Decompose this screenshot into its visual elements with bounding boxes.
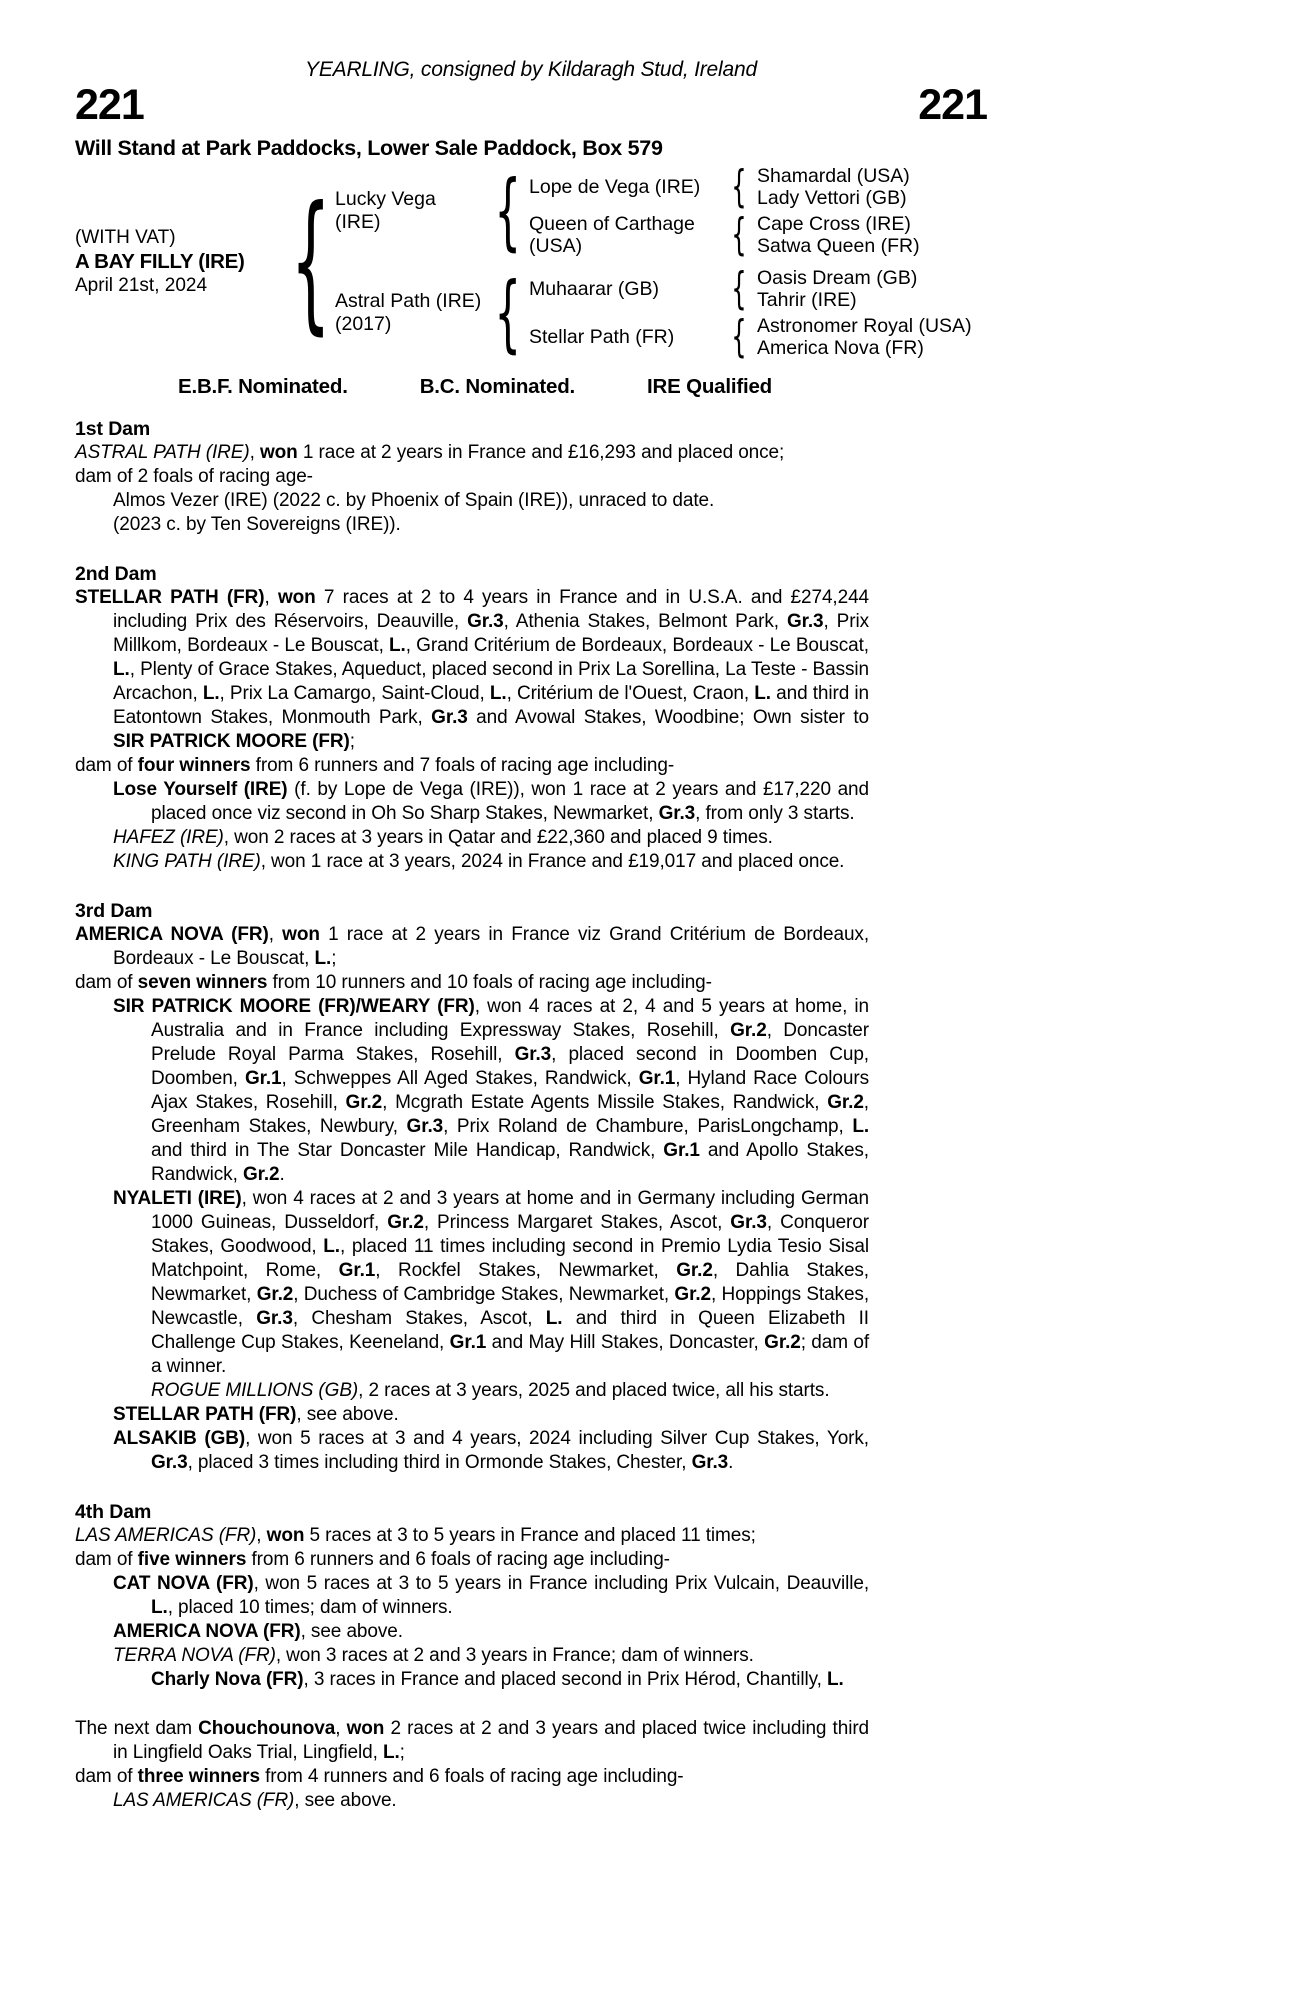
text-segment: dam of: [75, 972, 138, 993]
brace-icon: [487, 162, 529, 260]
grandparent-name: [529, 213, 721, 257]
text-segment: LAS AMERICAS (FR): [113, 1790, 295, 1811]
text-segment: 2 races at 2 and 3 years and placed twice including third in Lingfield Oaks Trial, Lingfield,: [113, 1718, 870, 1763]
text-segment: , see above.: [300, 1621, 403, 1642]
text-segment: 1 race at 2 years in France viz Grand Critérium de Bordeaux, Bordeaux - Le Bouscat,: [113, 924, 870, 969]
text-segment: , Hyland Race Colours Ajax Stakes, Rosehill,: [151, 1068, 869, 1113]
text-segment: ;: [349, 731, 355, 752]
brace-glyph: {: [731, 161, 747, 212]
text-segment: SIR PATRICK MOORE (FR): [113, 731, 350, 752]
pedigree-tree: [75, 161, 1005, 362]
text-segment: L.: [314, 948, 332, 969]
sire-name-line1: Lucky Vega: [335, 188, 436, 210]
text-segment: Gr.2: [827, 1092, 864, 1113]
text-segment: , Prix La Camargo, Saint-Cloud,: [219, 683, 490, 704]
text-segment: Gr.3: [514, 1044, 552, 1065]
subject-horse-name: A BAY FILLY (IRE): [75, 250, 245, 273]
text-segment: ,: [268, 924, 283, 945]
dam-heading: 3rd Dam: [75, 900, 153, 922]
text-segment: 1 race at 2 years in France and £16,293 and placed once;: [297, 442, 785, 463]
text-segment: AMERICA NOVA (FR): [75, 924, 269, 945]
brace-glyph: {: [494, 162, 522, 260]
great-grandparents: [757, 315, 972, 359]
text-segment: L.: [113, 659, 130, 680]
text-segment: STELLAR PATH (FR): [75, 587, 265, 608]
text-segment: from 6 runners and 7 foals of racing age including-: [250, 755, 675, 776]
great-grandparent-name: Tahrir (IRE): [757, 289, 857, 311]
text-segment: 7 races at 2 to 4 years in France and in U.S.A. and £274,244 including Prix des Réservoirs, Deauville,: [113, 587, 869, 632]
text-segment: won: [277, 587, 316, 608]
text-segment: L.: [323, 1236, 340, 1257]
catalogue-paragraph: [75, 513, 869, 537]
text-segment: 5 races at 3 to 5 years in France and placed 11 times;: [304, 1525, 756, 1546]
ire-qualified-label: IRE Qualified: [647, 375, 773, 398]
text-segment: Gr.1: [638, 1068, 676, 1089]
text-segment: , Athenia Stakes, Belmont Park,: [503, 611, 787, 632]
text-segment: seven winners: [137, 972, 268, 993]
text-segment: (2023 c. by Ten Sovereigns (IRE)).: [113, 514, 401, 535]
text-segment: , won 4 races at 2 and 3 years at home and in Germany including German 1000 Guineas, Dusseldorf,: [151, 1188, 869, 1233]
catalogue-paragraph: [75, 441, 869, 465]
great-grandparents: [757, 165, 910, 209]
text-segment: Gr.3: [151, 1452, 188, 1473]
catalogue-paragraph: [75, 923, 869, 971]
text-segment: TERRA NOVA (FR): [113, 1645, 276, 1666]
text-segment: L.: [754, 683, 771, 704]
text-segment: , won 5 races at 3 and 4 years, 2024 including Silver Cup Stakes, York,: [245, 1428, 869, 1449]
catalogue-paragraph: [75, 1789, 869, 1813]
text-segment: and Apollo Stakes, Randwick,: [151, 1140, 869, 1185]
catalogue-paragraph: [75, 586, 869, 754]
catalogue-paragraph: [75, 1572, 869, 1620]
text-segment: , won 1 race at 3 years, 2024 in France and £19,017 and placed once.: [260, 851, 845, 872]
catalogue-paragraph: [75, 1668, 869, 1692]
dam-heading: 1st Dam: [75, 418, 151, 440]
text-segment: ALSAKIB (GB): [113, 1428, 246, 1449]
text-segment: from 6 runners and 6 foals of racing age including-: [246, 1549, 670, 1570]
text-segment: , won 5 races at 3 to 5 years in France including Prix Vulcain, Deauville,: [253, 1573, 870, 1594]
text-segment: L.: [151, 1597, 168, 1618]
text-segment: ,: [249, 442, 260, 463]
great-grandparent-name: Astronomer Royal (USA): [757, 315, 972, 337]
catalogue-paragraph: [75, 1524, 869, 1548]
text-segment: KING PATH (IRE): [113, 851, 261, 872]
sire-branch: [335, 161, 972, 260]
text-segment: LAS AMERICAS (FR): [75, 1525, 257, 1546]
text-segment: STELLAR PATH (FR): [113, 1404, 297, 1425]
text-segment: dam of 2 foals of racing age-: [75, 466, 313, 487]
text-segment: won: [282, 924, 320, 945]
pedigree-subject: [75, 226, 287, 298]
dam-heading: 2nd Dam: [75, 563, 157, 585]
text-segment: , 2 races at 3 years, 2025 and placed twice, all his starts.: [358, 1380, 830, 1401]
text-segment: , Critérium de l'Ouest, Craon,: [506, 683, 755, 704]
bc-nominated-label: B.C. Nominated.: [419, 375, 576, 398]
text-segment: , Prix Roland de Chambure, ParisLongchamp,: [443, 1116, 853, 1137]
grandparent-row: [529, 209, 920, 260]
grandparent-name: [529, 176, 721, 198]
text-segment: won: [259, 442, 298, 463]
text-segment: L.: [826, 1669, 844, 1690]
brace-icon: [721, 311, 757, 362]
text-segment: and May Hill Stakes, Doncaster,: [486, 1332, 765, 1353]
grandparent-line1: Stellar Path (FR): [529, 326, 675, 348]
text-segment: .: [279, 1164, 285, 1185]
catalogue-paragraph: [75, 995, 869, 1187]
text-segment: Gr.2: [764, 1332, 801, 1353]
nominations-line: [75, 375, 875, 399]
text-segment: , see above.: [294, 1790, 397, 1811]
text-segment: and third in Queen Elizabeth II Challenge Cup Stakes, Keeneland,: [151, 1308, 869, 1353]
stand-location-line: Will Stand at Park Paddocks, Lower Sale Paddock, Box 579: [75, 136, 663, 160]
text-segment: ,: [256, 1525, 267, 1546]
text-segment: and third in The Star Doncaster Mile Handicap, Randwick,: [151, 1140, 664, 1161]
text-segment: , from only 3 starts.: [695, 803, 855, 824]
text-segment: Gr.3: [256, 1308, 293, 1329]
text-segment: Gr.3: [786, 611, 824, 632]
text-segment: L.: [202, 683, 220, 704]
brace-glyph: {: [731, 209, 747, 260]
sire-grandparents: [529, 161, 920, 260]
text-segment: Gr.1: [338, 1260, 376, 1281]
text-segment: Gr.1: [449, 1332, 487, 1353]
text-segment: five winners: [137, 1549, 247, 1570]
catalogue-paragraph: [75, 489, 869, 513]
catalogue-paragraph: [75, 754, 869, 778]
text-segment: Gr.2: [256, 1284, 294, 1305]
grandparent-row: [529, 311, 972, 362]
dam-section: [75, 417, 869, 537]
text-segment: .: [728, 1452, 734, 1473]
text-segment: four winners: [137, 755, 251, 776]
grandparent-line1: Muhaarar (GB): [529, 278, 660, 300]
catalogue-paragraph: [75, 778, 869, 826]
text-segment: Gr.3: [406, 1116, 444, 1137]
text-segment: Chouchounova: [198, 1718, 336, 1739]
text-segment: three winners: [137, 1766, 260, 1787]
text-segment: Gr.2: [345, 1092, 383, 1113]
text-segment: , Plenty of Grace Stakes, Aqueduct, placed second in Prix La Sorellina, La Teste - Bassin Arcachon,: [113, 659, 869, 704]
grandparent-row: [529, 161, 920, 212]
text-segment: , Rockfel Stakes, Newmarket,: [375, 1260, 677, 1281]
brace-glyph: {: [290, 175, 332, 349]
text-segment: Gr.2: [242, 1164, 280, 1185]
text-segment: and Avowal Stakes, Woodbine; Own sister to: [467, 707, 869, 728]
text-segment: L.: [489, 683, 507, 704]
lot-number-left: 221: [75, 81, 144, 129]
brace-glyph: {: [494, 264, 522, 362]
grandparent-line1: Lope de Vega (IRE): [529, 176, 701, 198]
page-header: [75, 58, 987, 161]
dam-section: [75, 1500, 869, 1692]
great-grandparents: [757, 213, 920, 257]
pedigree-sections: [75, 417, 869, 1813]
dam-section: [75, 1717, 869, 1813]
text-segment: Gr.3: [730, 1212, 767, 1233]
catalogue-paragraph: [75, 850, 869, 874]
great-grandparents: [757, 267, 917, 311]
great-grandparent-name: Lady Vettori (GB): [757, 187, 907, 209]
great-grandparent-name: Oasis Dream (GB): [757, 267, 918, 289]
sire-name-line2: (IRE): [335, 211, 381, 233]
catalogue-paragraph: [75, 1187, 869, 1379]
catalogue-paragraph: [75, 1379, 869, 1403]
text-segment: ;: [331, 948, 337, 969]
text-segment: L.: [852, 1116, 869, 1137]
grandparent-line1: Queen of Carthage: [529, 213, 695, 235]
text-segment: , Princess Margaret Stakes, Ascot,: [423, 1212, 731, 1233]
vat-note: (WITH VAT): [75, 227, 176, 248]
dam-name: [335, 290, 487, 336]
text-segment: , Dahlia Stakes, Newmarket,: [151, 1260, 869, 1305]
text-segment: dam of: [75, 1766, 138, 1787]
dam-heading: 4th Dam: [75, 1501, 152, 1523]
brace-icon: [487, 264, 529, 362]
catalogue-paragraph: [75, 971, 869, 995]
text-segment: dam of: [75, 1549, 138, 1570]
text-segment: Charly Nova (FR): [151, 1669, 304, 1690]
great-grandparent-name: Satwa Queen (FR): [757, 235, 920, 257]
text-segment: won: [346, 1718, 385, 1739]
text-segment: NYALETI (IRE): [113, 1188, 242, 1209]
catalogue-paragraph: [75, 465, 869, 489]
brace-icon: [721, 263, 757, 314]
text-segment: L.: [545, 1308, 563, 1329]
lot-number-right: 221: [918, 81, 987, 129]
text-segment: , Schweppes All Aged Stakes, Randwick,: [281, 1068, 639, 1089]
text-segment: Lose Yourself (IRE): [113, 779, 288, 800]
dam-section: [75, 899, 869, 1475]
text-segment: , see above.: [296, 1404, 399, 1425]
text-segment: , Prix Millkom, Bordeaux - Le Bouscat,: [113, 611, 869, 656]
catalogue-paragraph: [75, 1427, 869, 1475]
brace-icon: [287, 175, 335, 349]
text-segment: , Grand Critérium de Bordeaux, Bordeaux - Le Bouscat,: [405, 635, 869, 656]
text-segment: , Hoppings Stakes, Newcastle,: [151, 1284, 869, 1329]
dam-name-line2: (2017): [335, 313, 392, 335]
text-segment: ,: [264, 587, 278, 608]
brace-icon: [721, 161, 757, 212]
text-segment: and third in Eatontown Stakes, Monmouth Park,: [113, 683, 869, 728]
text-segment: Gr.1: [663, 1140, 700, 1161]
lot-number-row: [75, 81, 987, 129]
text-segment: Gr.3: [431, 707, 468, 728]
catalogue-paragraph: [75, 1620, 869, 1644]
sire-name: [335, 188, 487, 234]
text-segment: Gr.2: [674, 1284, 711, 1305]
text-segment: , won 4 races at 2, 4 and 5 years at home, in Australia and in France including Expressway Stakes, Rosehill,: [151, 996, 869, 1041]
ebf-nominated-label: E.B.F. Nominated.: [177, 375, 348, 398]
text-segment: , Duchess of Cambridge Stakes, Newmarket,: [293, 1284, 675, 1305]
catalogue-paragraph: [75, 1548, 869, 1572]
text-segment: , placed 3 times including third in Ormonde Stakes, Chester,: [187, 1452, 692, 1473]
text-segment: ;: [399, 1742, 405, 1763]
text-segment: from 10 runners and 10 foals of racing age including-: [267, 972, 712, 993]
text-segment: ROGUE MILLIONS (GB): [151, 1380, 359, 1401]
text-segment: Gr.2: [730, 1020, 767, 1041]
text-segment: , placed 11 times including second in Premio Lydia Tesio Sisal Matchpoint, Rome,: [151, 1236, 870, 1281]
text-segment: , placed 10 times; dam of winners.: [167, 1597, 453, 1618]
brace-glyph: {: [731, 263, 747, 314]
text-segment: , 3 races in France and placed second in Prix Hérod, Chantilly,: [303, 1669, 827, 1690]
great-grandparent-name: Cape Cross (IRE): [757, 213, 911, 235]
grandparent-name: [529, 326, 721, 348]
pedigree-parents: [335, 161, 972, 362]
text-segment: HAFEZ (IRE): [113, 827, 224, 848]
catalogue-paragraph: [75, 826, 869, 850]
text-segment: SIR PATRICK MOORE (FR)/WEARY (FR): [113, 996, 475, 1017]
text-segment: L.: [382, 1742, 400, 1763]
text-segment: The next dam: [75, 1718, 199, 1739]
text-segment: won: [266, 1525, 305, 1546]
text-segment: ASTRAL PATH (IRE): [75, 442, 250, 463]
text-segment: , placed second in Doomben Cup, Doomben,: [151, 1044, 869, 1089]
text-segment: Gr.3: [691, 1452, 729, 1473]
grandparent-row: [529, 263, 972, 314]
catalogue-paragraph: [75, 1644, 869, 1668]
text-segment: Gr.3: [467, 611, 504, 632]
text-segment: , Mcgrath Estate Agents Missile Stakes, Randwick,: [382, 1092, 828, 1113]
text-segment: , won 3 races at 2 and 3 years in France; dam of winners.: [275, 1645, 754, 1666]
text-segment: , Doncaster Prelude Royal Parma Stakes, Rosehill,: [151, 1020, 870, 1065]
dam-section: [75, 562, 869, 874]
dam-grandparents: [529, 263, 972, 362]
text-segment: L.: [389, 635, 406, 656]
text-segment: ; dam of a winner.: [151, 1332, 870, 1377]
brace-icon: [721, 209, 757, 260]
text-segment: from 4 runners and 6 foals of racing age including-: [259, 1766, 684, 1787]
text-segment: dam of: [75, 755, 138, 776]
text-segment: Almos Vezer (IRE) (2022 c. by Phoenix of Spain (IRE)), unraced to date.: [113, 490, 715, 511]
catalogue-paragraph: [75, 1717, 869, 1765]
text-segment: CAT NOVA (FR): [113, 1573, 254, 1594]
text-segment: Gr.2: [387, 1212, 424, 1233]
text-segment: Gr.1: [244, 1068, 282, 1089]
text-segment: (f. by Lope de Vega (IRE)), won 1 race at 2 years and £17,220 and placed once viz second in Oh So Sharp Stakes, Newmarket,: [151, 779, 869, 824]
text-segment: Gr.2: [676, 1260, 713, 1281]
text-segment: AMERICA NOVA (FR): [113, 1621, 301, 1642]
text-segment: , Greenham Stakes, Newbury,: [151, 1092, 869, 1137]
text-segment: , won 2 races at 3 years in Qatar and £22,360 and placed 9 times.: [223, 827, 773, 848]
grandparent-name: [529, 278, 721, 300]
brace-glyph: {: [731, 311, 747, 362]
grandparent-line2: (USA): [529, 235, 583, 257]
great-grandparent-name: Shamardal (USA): [757, 165, 910, 187]
text-segment: , Conqueror Stakes, Goodwood,: [151, 1212, 869, 1257]
consignor-line: YEARLING, consigned by Kildaragh Stud, Ireland: [305, 58, 757, 81]
catalogue-paragraph: [75, 1403, 869, 1427]
text-segment: ,: [335, 1718, 347, 1739]
great-grandparent-name: America Nova (FR): [757, 337, 924, 359]
catalogue-paragraph: [75, 1765, 869, 1789]
text-segment: Gr.3: [658, 803, 696, 824]
foal-date: April 21st, 2024: [75, 275, 208, 296]
text-segment: , Chesham Stakes, Ascot,: [292, 1308, 546, 1329]
dam-name-line1: Astral Path (IRE): [335, 290, 482, 312]
dam-branch: [335, 263, 972, 362]
